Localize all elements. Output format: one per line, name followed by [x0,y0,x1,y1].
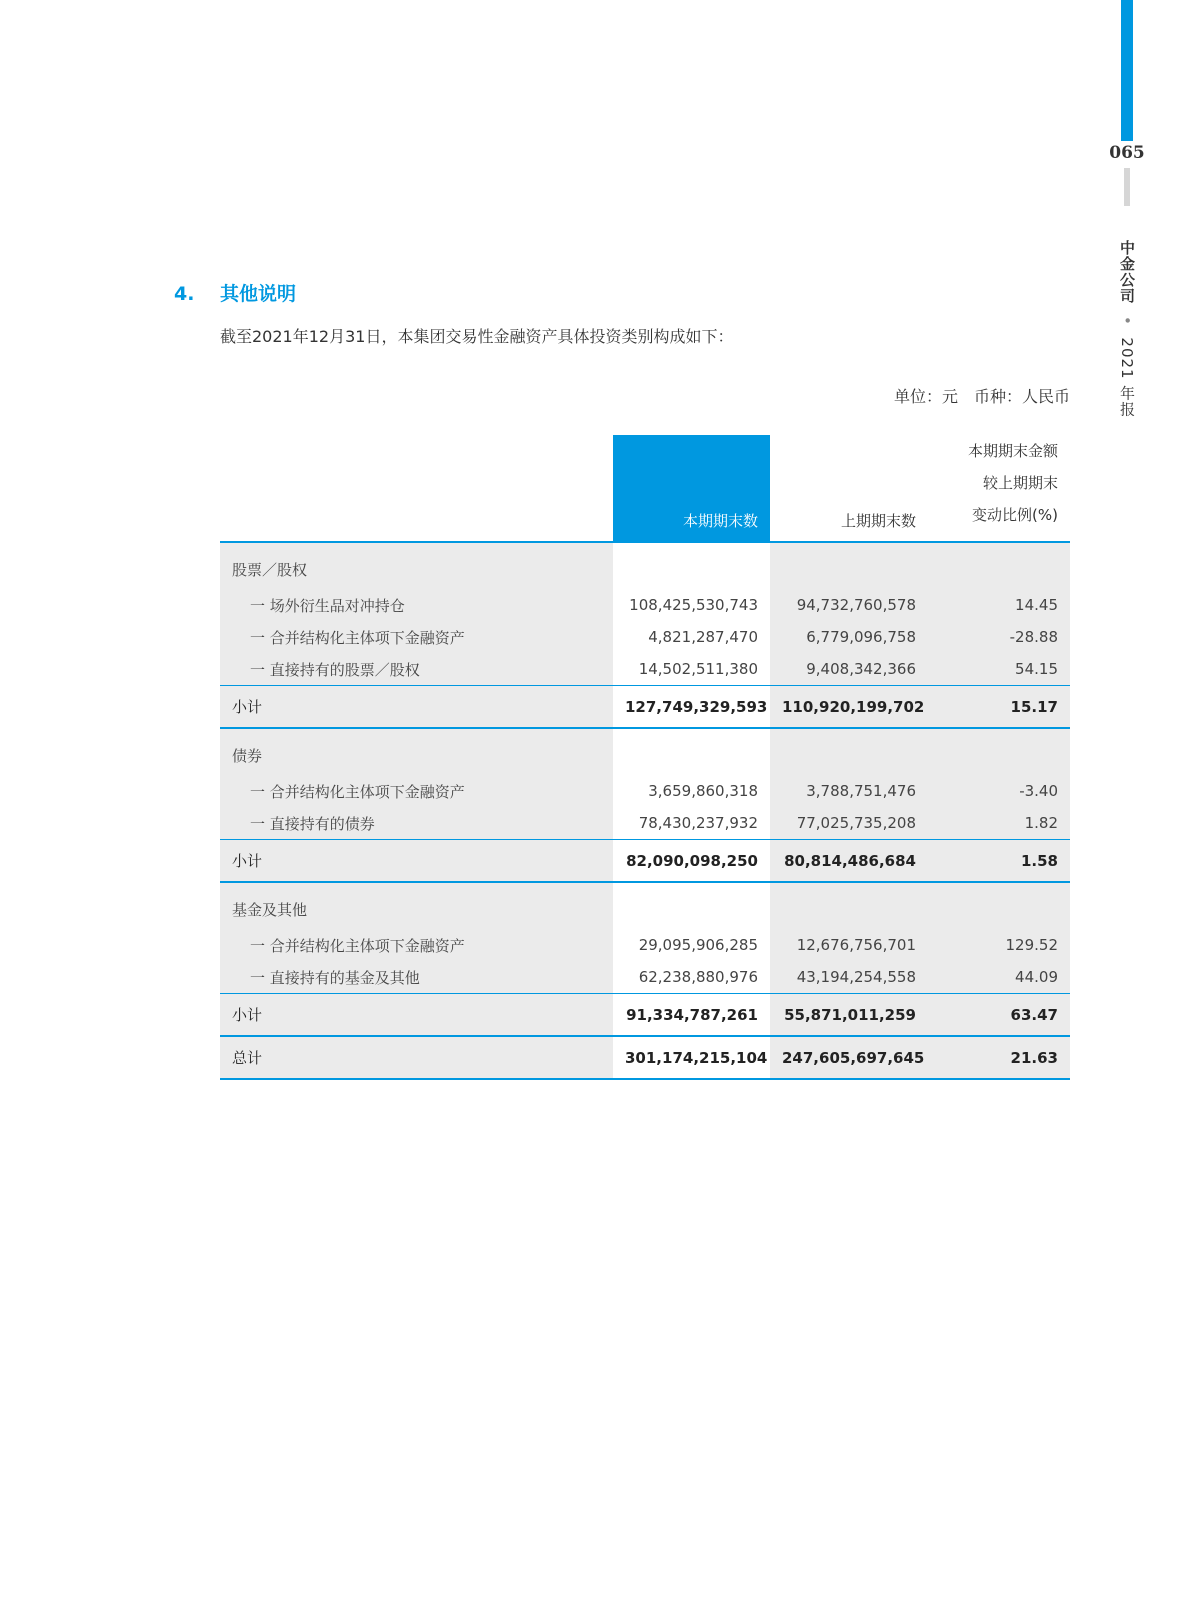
empty-cell [928,728,1070,775]
group-title: 债券 [220,728,613,775]
empty-cell [613,728,770,775]
row-current: 14,502,511,380 [613,653,770,686]
subtotal-change: 1.58 [928,840,1070,883]
header-current-period: 本期期末数 [613,435,770,542]
row-change: 44.09 [928,961,1070,994]
subtotal-previous: 110,920,199,702 [770,686,928,729]
table-row [220,589,1070,621]
row-previous: 43,194,254,558 [770,961,928,994]
total-previous: 247,605,697,645 [770,1036,928,1079]
side-accent-bar [1121,0,1133,141]
row-current: 3,659,860,318 [613,775,770,807]
total-row [220,1036,1070,1079]
subtotal-current: 127,749,329,593 [613,686,770,729]
empty-cell [770,728,928,775]
row-label: 一 直接持有的债券 [220,807,613,840]
table-row [220,929,1070,961]
section-heading [174,279,296,306]
company-name: 中金公司 [1118,240,1136,304]
table-row [220,775,1070,807]
unit-currency-note: 单位：元 币种：人民币 [893,387,1070,406]
table-row [220,807,1070,840]
group-title: 基金及其他 [220,882,613,929]
empty-cell [770,542,928,589]
separator-dot: • [1118,315,1136,326]
row-change: -3.40 [928,775,1070,807]
intro-paragraph: 截至2021年12月31日，本集团交易性金融资产具体投资类别构成如下： [220,327,734,346]
group-title-row [220,542,1070,589]
empty-cell [928,542,1070,589]
subtotal-change: 63.47 [928,994,1070,1037]
section-title: 其他说明 [220,283,297,305]
table-row [220,653,1070,686]
side-running-header [1116,240,1138,417]
side-divider-bar [1124,168,1130,206]
header-blank [220,435,613,542]
header-previous-period: 上期期末数 [770,435,928,542]
row-current: 4,821,287,470 [613,621,770,653]
row-previous: 77,025,735,208 [770,807,928,840]
row-change: 54.15 [928,653,1070,686]
subtotal-change: 15.17 [928,686,1070,729]
header-change-ratio [928,435,1070,542]
row-label: 一 场外衍生品对冲持仓 [220,589,613,621]
group-title-row [220,728,1070,775]
subtotal-row [220,840,1070,883]
empty-cell [613,882,770,929]
total-label: 总计 [220,1036,613,1079]
subtotal-label: 小计 [220,686,613,729]
header-change-line3: 变动比例(%) [972,506,1058,524]
subtotal-label: 小计 [220,840,613,883]
subtotal-previous: 55,871,011,259 [770,994,928,1037]
section-number: 4. [174,283,195,305]
row-change: -28.88 [928,621,1070,653]
subtotal-row [220,686,1070,729]
page-number: 065 [1109,143,1145,163]
investment-category-table [220,435,1070,1080]
header-change-line2: 较上期期末 [982,474,1058,492]
subtotal-label: 小计 [220,994,613,1037]
row-label: 一 合并结构化主体项下金融资产 [220,929,613,961]
row-current: 108,425,530,743 [613,589,770,621]
row-change: 1.82 [928,807,1070,840]
row-change: 129.52 [928,929,1070,961]
row-previous: 6,779,096,758 [770,621,928,653]
table-header-row [220,435,1070,542]
row-label: 一 直接持有的股票／股权 [220,653,613,686]
total-current: 301,174,215,104 [613,1036,770,1079]
row-current: 62,238,880,976 [613,961,770,994]
row-current: 29,095,906,285 [613,929,770,961]
group-title-row [220,882,1070,929]
subtotal-row [220,994,1070,1037]
report-name: 2021 年报 [1118,337,1136,418]
empty-cell [613,542,770,589]
empty-cell [770,882,928,929]
header-change-line1: 本期期末金额 [967,442,1058,460]
table-row [220,961,1070,994]
subtotal-previous: 80,814,486,684 [770,840,928,883]
row-change: 14.45 [928,589,1070,621]
row-previous: 9,408,342,366 [770,653,928,686]
row-current: 78,430,237,932 [613,807,770,840]
row-label: 一 直接持有的基金及其他 [220,961,613,994]
row-label: 一 合并结构化主体项下金融资产 [220,621,613,653]
empty-cell [928,882,1070,929]
table-row [220,621,1070,653]
subtotal-current: 91,334,787,261 [613,994,770,1037]
total-change: 21.63 [928,1036,1070,1079]
subtotal-current: 82,090,098,250 [613,840,770,883]
row-previous: 94,732,760,578 [770,589,928,621]
row-previous: 12,676,756,701 [770,929,928,961]
row-label: 一 合并结构化主体项下金融资产 [220,775,613,807]
group-title: 股票／股权 [220,542,613,589]
row-previous: 3,788,751,476 [770,775,928,807]
